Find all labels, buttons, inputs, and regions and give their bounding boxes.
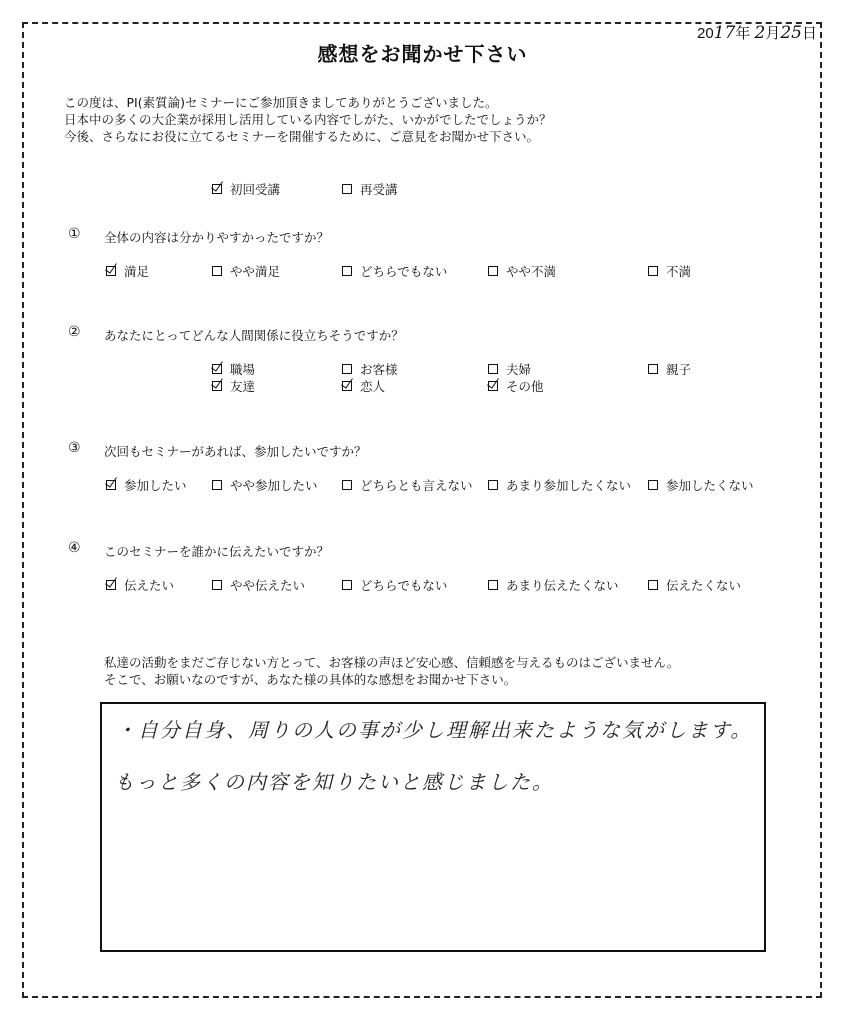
q4-option[interactable] — [648, 576, 741, 594]
checkbox-box[interactable] — [342, 381, 352, 391]
q1-option[interactable] — [212, 262, 280, 280]
q1-option[interactable] — [342, 262, 447, 280]
option-label: やや不満 — [506, 264, 557, 279]
date-year-unit: 年 — [735, 25, 751, 42]
checkbox-box[interactable] — [488, 480, 498, 490]
checkbox-box[interactable] — [106, 266, 116, 276]
checkbox-box[interactable] — [212, 364, 222, 374]
checkbox-box[interactable] — [106, 480, 116, 490]
option-label: やや参加したい — [230, 478, 318, 493]
checkbox-box[interactable] — [212, 266, 222, 276]
option-label: どちらとも言えない — [360, 478, 473, 493]
option-label: 不満 — [666, 264, 692, 279]
checkbox-box[interactable] — [648, 580, 658, 590]
q3-option[interactable] — [106, 476, 187, 494]
intro-text — [64, 94, 552, 145]
checkbox-label: 初回受講 — [230, 182, 281, 197]
checkbox-box[interactable] — [106, 580, 116, 590]
q3-option[interactable] — [488, 476, 631, 494]
q4-option[interactable] — [488, 576, 619, 594]
checkbox-box[interactable] — [212, 480, 222, 490]
checkbox-box[interactable] — [342, 480, 352, 490]
q2-option[interactable] — [488, 377, 544, 395]
q3-option[interactable] — [212, 476, 318, 494]
checkbox-label: 再受講 — [360, 182, 398, 197]
q1-option[interactable] — [488, 262, 556, 280]
q4-option[interactable] — [342, 576, 447, 594]
q3-option[interactable] — [342, 476, 473, 494]
question-4-text: このセミナーを誰かに伝えたいですか？ — [104, 544, 330, 559]
checkbox-box[interactable] — [342, 184, 352, 194]
checkbox-box[interactable] — [212, 580, 222, 590]
handwritten-answer-line: ・自分自身、周りの人の事が少し理解出来たような気がします。 — [116, 718, 753, 742]
option-label: 職場 — [230, 362, 256, 377]
intro-line: 今後、さらなにお役に立てるセミナーを開催するために、ご意見をお聞かせ下さい。 — [64, 129, 540, 144]
option-label: 恋人 — [360, 379, 386, 394]
q2-option[interactable] — [342, 377, 385, 395]
question-3-text: 次回もセミナーがあれば、参加したいですか？ — [104, 444, 367, 459]
date-month: 2 — [754, 23, 766, 43]
checkbox-box[interactable] — [212, 184, 222, 194]
intro-line: 日本中の多くの大企業が採用し活用している内容でしがた、いかがでしたでしょうか？ — [64, 112, 552, 127]
date-day-unit: 日 — [801, 25, 817, 42]
question-1-number: ① — [68, 226, 81, 242]
q2-option[interactable] — [648, 360, 691, 378]
option-label: あまり伝えたくない — [506, 578, 619, 593]
q3-option[interactable] — [648, 476, 754, 494]
q2-option[interactable] — [212, 377, 255, 395]
closing-line: そこで、お願いなのですが、あなた様の具体的な感想をお聞かせ下さい。 — [104, 672, 517, 687]
q4-option[interactable] — [212, 576, 305, 594]
checkbox-box[interactable] — [648, 480, 658, 490]
option-label: 参加したくない — [666, 478, 754, 493]
q2-option[interactable] — [342, 360, 398, 378]
question-2-text: あなたにとってどんな人間関係に役立ちそうですか？ — [104, 328, 404, 343]
checkbox-box[interactable] — [212, 381, 222, 391]
handwritten-answer-line: もっと多くの内容を知りたいと感じました。 — [114, 770, 554, 794]
option-label: 夫婦 — [506, 362, 532, 377]
checkbox-box[interactable] — [342, 580, 352, 590]
option-label: 伝えたくない — [666, 578, 742, 593]
question-1-text: 全体の内容は分かりやすかったですか？ — [104, 230, 330, 245]
q1-option[interactable] — [648, 262, 691, 280]
option-label: 参加したい — [124, 478, 187, 493]
option-label: やや伝えたい — [230, 578, 306, 593]
option-label: どちらでもない — [360, 264, 448, 279]
checkbox-box[interactable] — [648, 364, 658, 374]
checkbox-box[interactable] — [488, 266, 498, 276]
checkbox-box[interactable] — [488, 364, 498, 374]
question-4-number: ④ — [68, 540, 81, 556]
date-day: 25 — [780, 23, 802, 43]
option-label: あまり参加したくない — [506, 478, 632, 493]
option-label: 満足 — [124, 264, 150, 279]
date-month-unit: 月 — [765, 25, 781, 42]
page-title: 感想をお聞かせ下さい — [317, 42, 528, 66]
closing-line: 私達の活動をまだご存じない方とって、お客様の声ほど安心感、信頼感を与えるものはございません。 — [104, 655, 680, 670]
question-3-number: ③ — [68, 440, 81, 456]
checkbox-box[interactable] — [488, 580, 498, 590]
option-label: 伝えたい — [124, 578, 175, 593]
free-comment-box[interactable] — [100, 702, 766, 952]
q1-option[interactable] — [106, 262, 149, 280]
date-prefix: 20 — [696, 25, 714, 42]
checkbox-repeat[interactable] — [342, 180, 398, 198]
checkbox-box[interactable] — [342, 266, 352, 276]
q4-option[interactable] — [106, 576, 174, 594]
option-label: 友達 — [230, 379, 256, 394]
question-2-number: ② — [68, 324, 81, 340]
option-label: やや満足 — [230, 264, 281, 279]
date-year: 17 — [713, 23, 736, 43]
closing-text — [104, 654, 679, 688]
checkbox-box[interactable] — [488, 381, 498, 391]
option-label: どちらでもない — [360, 578, 448, 593]
option-label: 親子 — [666, 362, 692, 377]
intro-line: この度は、PI(素質論)セミナーにご参加頂きましてありがとうございました。 — [64, 95, 498, 110]
checkbox-box[interactable] — [342, 364, 352, 374]
checkbox-first-time[interactable] — [212, 180, 280, 198]
option-label: お客様 — [360, 362, 398, 377]
option-label: その他 — [506, 379, 544, 394]
checkbox-box[interactable] — [648, 266, 658, 276]
